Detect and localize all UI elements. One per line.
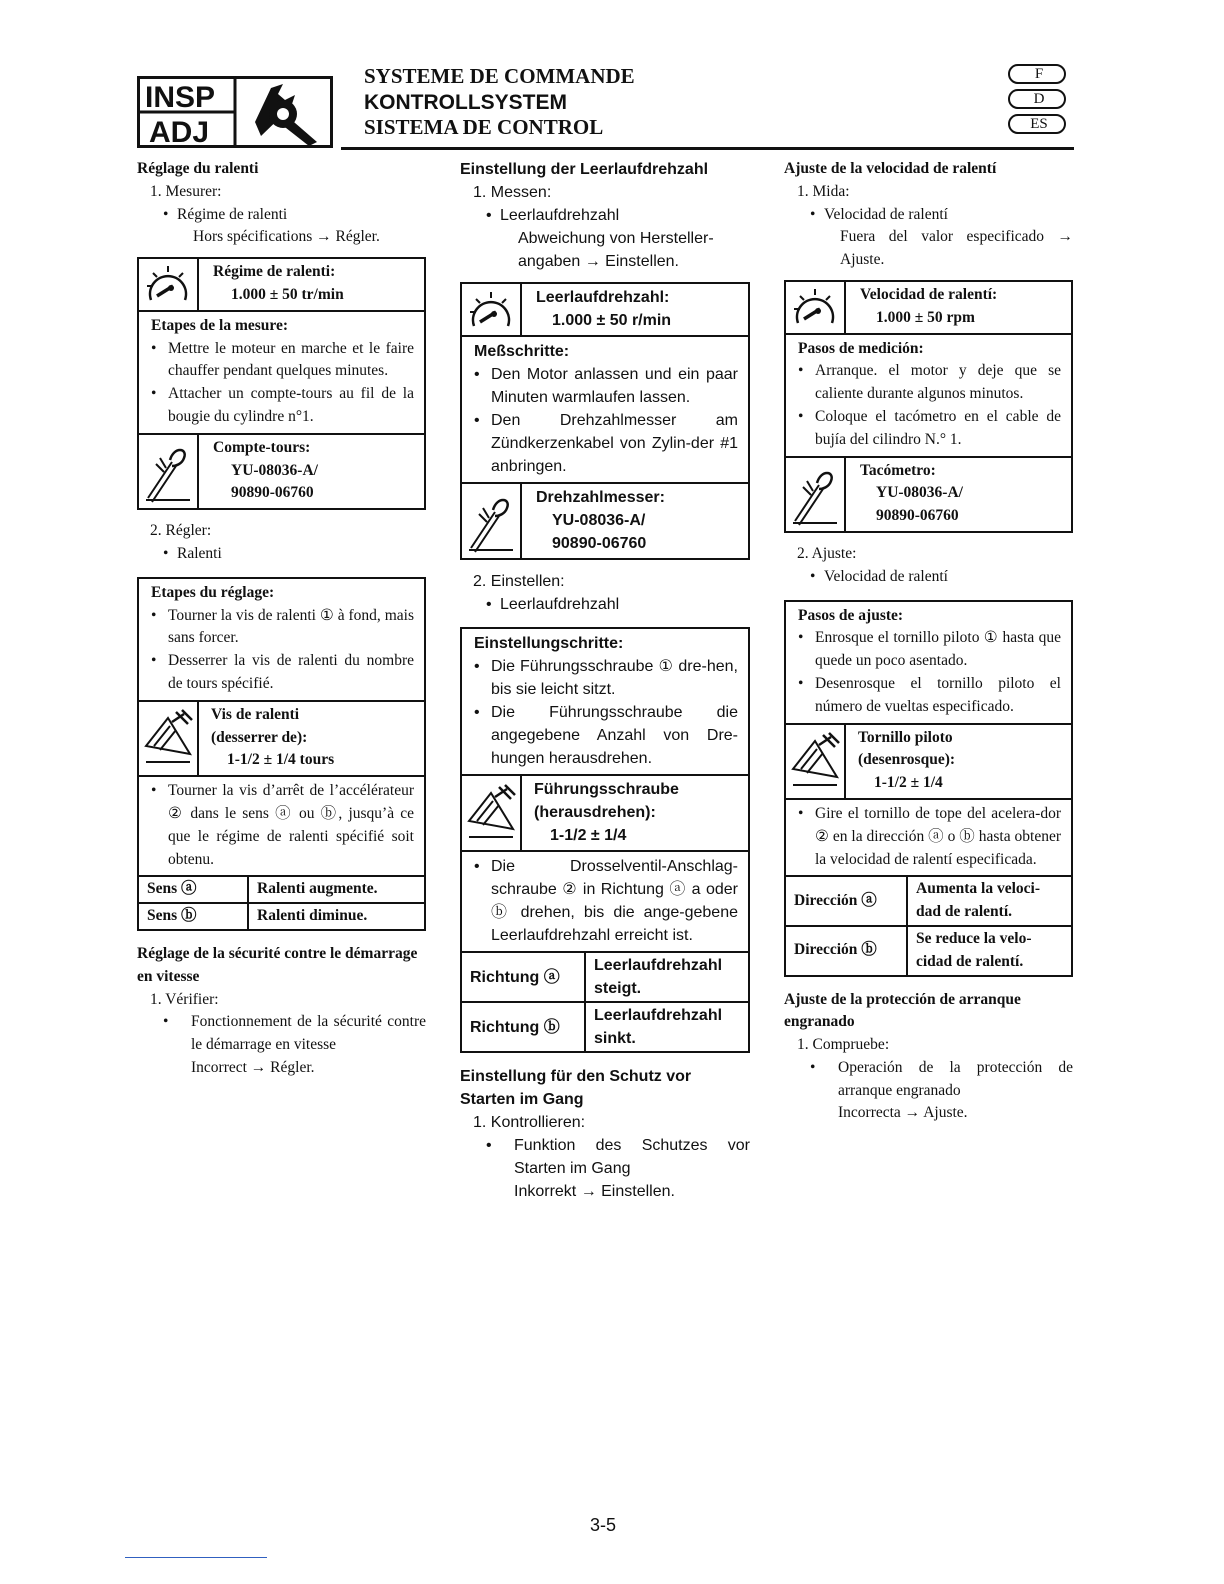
lang-badge-es: ES xyxy=(1008,114,1066,134)
title-french: SYSTEME DE COMMANDE xyxy=(364,64,635,88)
measure-step-item: • Arranque. el motor y deje que se caliente durante algunos minutos. xyxy=(798,360,1061,406)
step-check-action: Inkorrekt → Einstellen. xyxy=(514,1183,675,1200)
spec-idle-value: 1.000 ± 50 r/min xyxy=(552,312,672,329)
adjust-step-item: • Tourner la vis de ralenti ① à fond, mais sans forcer. xyxy=(151,605,414,651)
measure-steps-title: Pasos de medición: xyxy=(798,339,924,357)
measure-steps-title: Meßschritte: xyxy=(474,343,570,360)
measure-step-item: • Coloque el tacómetro en el cable de bujía del cilindro N.° 1. xyxy=(798,406,1061,452)
step-check-item: • Funktion des Schutzes vor Starten im Gang xyxy=(460,1134,750,1180)
spec-idle-label: Leerlaufdrehzahl: xyxy=(536,289,670,306)
throttle-step-item: • Tourner la vis d’arrêt de l’accélérateur ② dans le sens ⓐ ou ⓑ, jusqu’à ce que le régime de ralenti spécifié soit obtenu. xyxy=(151,780,414,871)
step-check-action: Incorrecta → Ajuste. xyxy=(838,1104,968,1122)
adjust-box xyxy=(460,627,750,1053)
safety-title: Ajuste de la protección de arranque engranado xyxy=(784,990,1021,1031)
footer-rule xyxy=(125,1557,267,1558)
title-german: KONTROLLSYSTEM xyxy=(364,90,567,114)
direction-a-label: Sens ⓐ xyxy=(138,876,248,903)
step-check: 1. Vérifier: xyxy=(150,990,219,1008)
tool-code-1: YU-08036-A/ xyxy=(552,512,646,529)
page-number: 3-5 xyxy=(590,1515,617,1535)
header-titles xyxy=(364,64,635,141)
measure-step-item: • Mettre le moteur en marche et le faire chauffer pendant quelques minutes. xyxy=(151,338,414,384)
step-check-item: • Operación de la protección de arranque engranado xyxy=(784,1057,1073,1103)
screw-value: 1-1/2 ± 1/4 xyxy=(874,774,943,792)
column-french xyxy=(137,158,426,1080)
adjust-step-item: • Desserrer la vis de ralenti du nombre de tours spécifié. xyxy=(151,650,414,696)
measure-step-item: • Den Drehzahlmesser am Zündkerzenkabel von Zylin-der #1 anbringen. xyxy=(474,409,738,478)
spec-idle-label: Régime de ralenti: xyxy=(213,263,336,281)
logo-adj-text: ADJ xyxy=(149,116,210,148)
step-adjust-item: • Ralenti xyxy=(137,543,426,566)
tool-label: Drehzahlmesser: xyxy=(536,489,665,506)
step-check-item: • Fonctionnement de la sécurité contre le démarrage en vitesse xyxy=(137,1011,426,1057)
step-adjust: 2. Einstellen: xyxy=(473,573,565,590)
step-check: 1. Compruebe: xyxy=(797,1036,890,1054)
step-check: 1. Kontrollieren: xyxy=(473,1114,586,1131)
adjust-step-item: • Die Führungsschraube ① dre-hen, bis sie leicht sitzt. xyxy=(474,655,738,701)
screw-value: 1-1/2 ± 1/4 tours xyxy=(227,751,335,769)
step-measure: 1. Mida: xyxy=(797,182,850,200)
spec-idle-value: 1.000 ± 50 rpm xyxy=(876,308,975,326)
direction-a-label: Dirección ⓐ xyxy=(785,876,907,926)
step-adjust: 2. Régler: xyxy=(150,522,212,540)
screw-label-detail: (desserrer de): xyxy=(211,728,308,746)
tachometer-icon xyxy=(139,259,199,310)
language-badges xyxy=(1008,64,1066,139)
tool-icon xyxy=(786,458,846,531)
step-measure: 1. Mesurer: xyxy=(150,182,222,200)
step-measure-action: Abweichung von Hersteller-angaben → Einstellen. xyxy=(518,230,714,270)
section-title: Ajuste de la velocidad de ralentí xyxy=(784,160,997,177)
adjust-box xyxy=(137,577,426,931)
measure-step-item: • Attacher un compte-tours au fil de la bougie du cylindre n°1. xyxy=(151,383,414,429)
spec-idle-value: 1.000 ± 50 tr/min xyxy=(231,285,344,303)
direction-table xyxy=(784,875,1073,976)
step-measure-action: Hors spécifications → Régler. xyxy=(193,228,380,246)
insp-adj-logo-graphic xyxy=(137,76,333,148)
column-german xyxy=(460,158,750,1203)
measure-box xyxy=(137,257,426,510)
step-measure-item: • Velocidad de ralentí xyxy=(784,204,1073,227)
section-title: Réglage du ralenti xyxy=(137,160,259,177)
column-spanish xyxy=(784,158,1073,1125)
step-adjust-item: • Velocidad de ralentí xyxy=(784,566,1073,589)
throttle-step-item: • Die Drosselventil-Anschlag-schraube ② in Richtung ⓐ a oder ⓑ drehen, bis die ange-gebene Leerlaufdrehzahl erreicht ist. xyxy=(474,855,738,947)
insp-adj-logo xyxy=(137,76,333,148)
direction-a-label: Richtung ⓐ xyxy=(461,952,585,1002)
tool-code-2: 90890-06760 xyxy=(552,535,647,552)
header-rule xyxy=(341,147,1074,150)
adjust-step-item: • Desenrosque el tornillo piloto el número de vueltas especificado. xyxy=(798,673,1061,719)
direction-a-value: Leerlaufdrehzahl steigt. xyxy=(585,952,749,1002)
tool-code-1: YU-08036-A/ xyxy=(231,461,318,479)
tool-code-2: 90890-06760 xyxy=(876,507,959,525)
tachometer-icon xyxy=(462,284,522,335)
spec-idle-label: Velocidad de ralentí: xyxy=(860,285,998,303)
screw-label-detail: (herausdrehen): xyxy=(534,804,656,821)
tachometer-icon xyxy=(786,282,846,333)
measure-step-item: • Den Motor anlassen und ein paar Minuten warmlaufen lassen. xyxy=(474,363,738,409)
direction-b-value: Leerlaufdrehzahl sinkt. xyxy=(585,1002,749,1052)
screw-value: 1-1/2 ± 1/4 xyxy=(550,827,627,844)
step-measure: 1. Messen: xyxy=(473,184,552,201)
step-measure-item: • Régime de ralenti xyxy=(137,204,426,227)
tool-code-2: 90890-06760 xyxy=(231,484,314,502)
tool-icon xyxy=(462,484,522,558)
adjust-steps-title: Pasos de ajuste: xyxy=(798,606,904,624)
throttle-step-item: • Gire el tornillo de tope del acelera-dor ② en la dirección ⓐ o ⓑ hasta obtener la velocidad de ralentí especificada. xyxy=(798,803,1061,871)
direction-b-value: Se reduce la velo-cidad de ralentí. xyxy=(907,926,1072,976)
step-adjust-item: • Leerlaufdrehzahl xyxy=(460,593,750,616)
direction-a-value: Aumenta la veloci-dad de ralentí. xyxy=(907,876,1072,926)
adjust-step-item: • Die Führungsschraube die angegebene Anzahl von Dre-hungen herausdrehen. xyxy=(474,701,738,770)
screw-label-detail: (desenrosque): xyxy=(858,751,956,769)
direction-table xyxy=(137,875,426,931)
measure-box xyxy=(460,282,750,560)
adjust-steps-title: Einstellungschritte: xyxy=(474,635,624,652)
direction-table xyxy=(460,951,750,1053)
tool-label: Tacómetro: xyxy=(860,461,936,479)
direction-b-label: Richtung ⓑ xyxy=(461,1002,585,1052)
adjust-box xyxy=(784,600,1073,977)
measure-box xyxy=(784,280,1073,533)
section-title: Einstellung der Leerlaufdrehzahl xyxy=(460,161,709,178)
safety-title: Réglage de la sécurité contre le démarrage en vitesse xyxy=(137,944,418,985)
direction-b-label: Sens ⓑ xyxy=(138,903,248,930)
tool-icon xyxy=(139,435,199,508)
tool-code-1: YU-08036-A/ xyxy=(876,484,963,502)
screwdriver-icon xyxy=(462,776,522,850)
step-adjust: 2. Ajuste: xyxy=(797,544,857,562)
step-check-action: Incorrect → Régler. xyxy=(191,1058,315,1076)
tool-label: Compte-tours: xyxy=(213,438,311,456)
logo-insp-text: INSP xyxy=(145,81,216,114)
title-spanish: SISTEMA DE CONTROL xyxy=(364,115,604,139)
direction-b-value: Ralenti diminue. xyxy=(248,903,425,930)
screw-label: Vis de ralenti xyxy=(211,705,300,723)
step-measure-action: Fuera del valor especificado → Ajuste. xyxy=(840,228,1073,269)
direction-b-label: Dirección ⓑ xyxy=(785,926,907,976)
lang-badge-d: D xyxy=(1008,89,1066,109)
direction-a-value: Ralenti augmente. xyxy=(248,876,425,903)
screwdriver-icon xyxy=(786,725,846,798)
lang-badge-f: F xyxy=(1008,64,1066,84)
screw-label: Tornillo piloto xyxy=(858,728,953,746)
step-measure-item: • Leerlaufdrehzahl xyxy=(460,204,750,227)
adjust-steps-title: Etapes du réglage: xyxy=(151,583,275,601)
safety-title: Einstellung für den Schutz vor Starten im Gang xyxy=(460,1068,692,1108)
screwdriver-icon xyxy=(139,702,199,775)
measure-steps-title: Etapes de la mesure: xyxy=(151,316,289,334)
adjust-step-item: • Enrosque el tornillo piloto ① hasta que quede un poco asentado. xyxy=(798,627,1061,673)
screw-label: Führungsschraube xyxy=(534,781,679,798)
